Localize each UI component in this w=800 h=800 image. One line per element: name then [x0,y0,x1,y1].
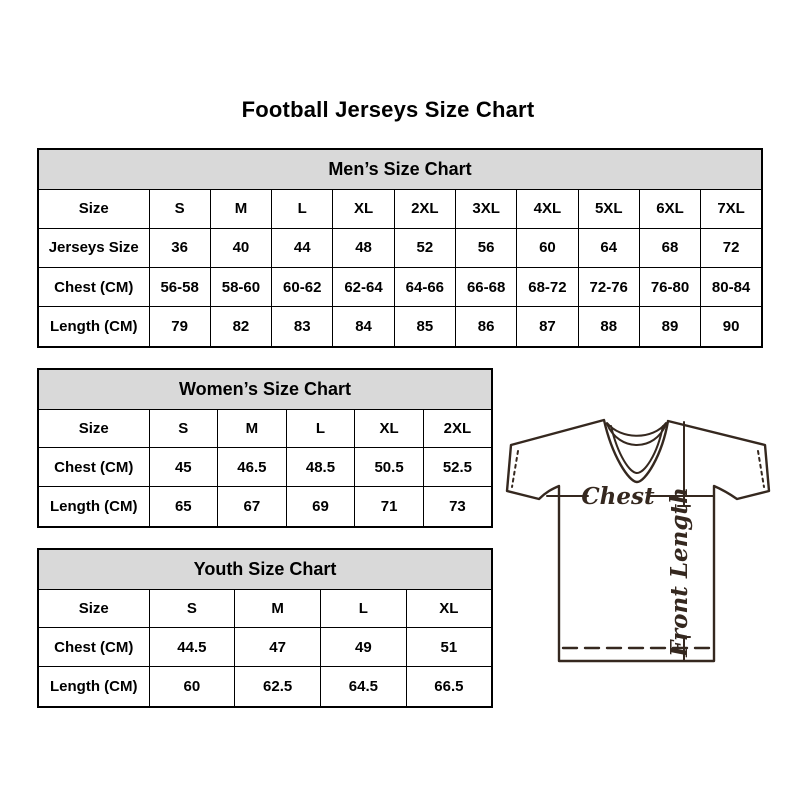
youth-value-cell: S [149,589,235,628]
mens-table-row [38,228,762,267]
mens-table-row [38,307,762,347]
youth-row-label: Size [38,589,149,628]
mens-value-cell: 44 [272,228,333,267]
mens-value-cell: 60-62 [272,267,333,306]
mens-value-cell: 64-66 [394,267,455,306]
youth-row-label: Chest (CM) [38,628,149,667]
mens-value-cell: 85 [394,307,455,347]
page-title: Football Jerseys Size Chart [241,97,535,122]
mens-value-cell: 72-76 [578,267,639,306]
womens-table-row [38,487,492,527]
mens-value-cell: 3XL [455,189,516,228]
youth-table-row [38,589,492,628]
mens-value-cell: 64 [578,228,639,267]
mens-value-cell: 88 [578,307,639,347]
mens-value-cell: 68-72 [517,267,578,306]
mens-table-row [38,189,762,228]
youth-value-cell: 62.5 [235,667,321,707]
mens-value-cell: 90 [701,307,762,347]
womens-table-row [38,448,492,487]
mens-value-cell: 84 [333,307,394,347]
womens-value-cell: 69 [286,487,355,527]
youth-value-cell: 60 [149,667,235,707]
mens-row-label: Length (CM) [38,307,149,347]
womens-table-row [38,409,492,448]
womens-size-table [37,368,493,528]
mens-value-cell: 36 [149,228,210,267]
jersey-measurement-diagram [497,394,779,676]
mens-value-cell: 5XL [578,189,639,228]
mens-value-cell: 83 [272,307,333,347]
mens-value-cell: 56 [455,228,516,267]
mens-value-cell: 6XL [639,189,700,228]
mens-value-cell: 4XL [517,189,578,228]
womens-value-cell: M [218,409,287,448]
collar-band-graphic [607,423,666,436]
mens-row-label: Size [38,189,149,228]
womens-value-cell: 45 [149,448,218,487]
mens-value-cell: 62-64 [333,267,394,306]
womens-value-cell: XL [355,409,424,448]
mens-value-cell: XL [333,189,394,228]
mens-row-label: Jerseys Size [38,228,149,267]
mens-value-cell: 48 [333,228,394,267]
mens-value-cell: M [210,189,271,228]
youth-size-table [37,548,493,708]
womens-row-label: Size [38,409,149,448]
mens-value-cell: 82 [210,307,271,347]
mens-value-cell: S [149,189,210,228]
youth-value-cell: 64.5 [321,667,407,707]
mens-row-label: Chest (CM) [38,267,149,306]
youth-value-cell: 44.5 [149,628,235,667]
mens-value-cell: 52 [394,228,455,267]
mens-value-cell: L [272,189,333,228]
womens-value-cell: L [286,409,355,448]
womens-value-cell: S [149,409,218,448]
youth-value-cell: 51 [406,628,492,667]
chest-label: Chest [581,483,655,510]
youth-row-label: Length (CM) [38,667,149,707]
youth-table-row [38,667,492,707]
youth-value-cell: 47 [235,628,321,667]
womens-value-cell: 52.5 [423,448,492,487]
womens-value-cell: 50.5 [355,448,424,487]
mens-value-cell: 40 [210,228,271,267]
mens-table-header-row [38,149,762,189]
youth-table-title: Youth Size Chart [38,549,492,589]
womens-value-cell: 48.5 [286,448,355,487]
jersey-outline-graphic [507,420,769,661]
mens-value-cell: 56-58 [149,267,210,306]
youth-value-cell: 49 [321,628,407,667]
youth-value-cell: L [321,589,407,628]
mens-value-cell: 7XL [701,189,762,228]
womens-table-header-row [38,369,492,409]
mens-value-cell: 66-68 [455,267,516,306]
womens-row-label: Chest (CM) [38,448,149,487]
youth-value-cell: M [235,589,321,628]
mens-value-cell: 72 [701,228,762,267]
youth-table-header-row [38,549,492,589]
mens-value-cell: 79 [149,307,210,347]
youth-table-row [38,628,492,667]
mens-value-cell: 87 [517,307,578,347]
mens-value-cell: 89 [639,307,700,347]
womens-value-cell: 67 [218,487,287,527]
mens-size-table [37,148,763,348]
youth-value-cell: 66.5 [406,667,492,707]
front-length-label: Front Length [666,487,693,657]
mens-value-cell: 76-80 [639,267,700,306]
womens-table-title: Women’s Size Chart [38,369,492,409]
mens-value-cell: 60 [517,228,578,267]
mens-table-row [38,267,762,306]
womens-value-cell: 65 [149,487,218,527]
womens-value-cell: 46.5 [218,448,287,487]
mens-value-cell: 68 [639,228,700,267]
womens-row-label: Length (CM) [38,487,149,527]
womens-value-cell: 71 [355,487,424,527]
mens-value-cell: 58-60 [210,267,271,306]
womens-value-cell: 73 [423,487,492,527]
mens-table-title: Men’s Size Chart [38,149,762,189]
mens-value-cell: 80-84 [701,267,762,306]
youth-value-cell: XL [406,589,492,628]
mens-value-cell: 86 [455,307,516,347]
mens-value-cell: 2XL [394,189,455,228]
womens-value-cell: 2XL [423,409,492,448]
